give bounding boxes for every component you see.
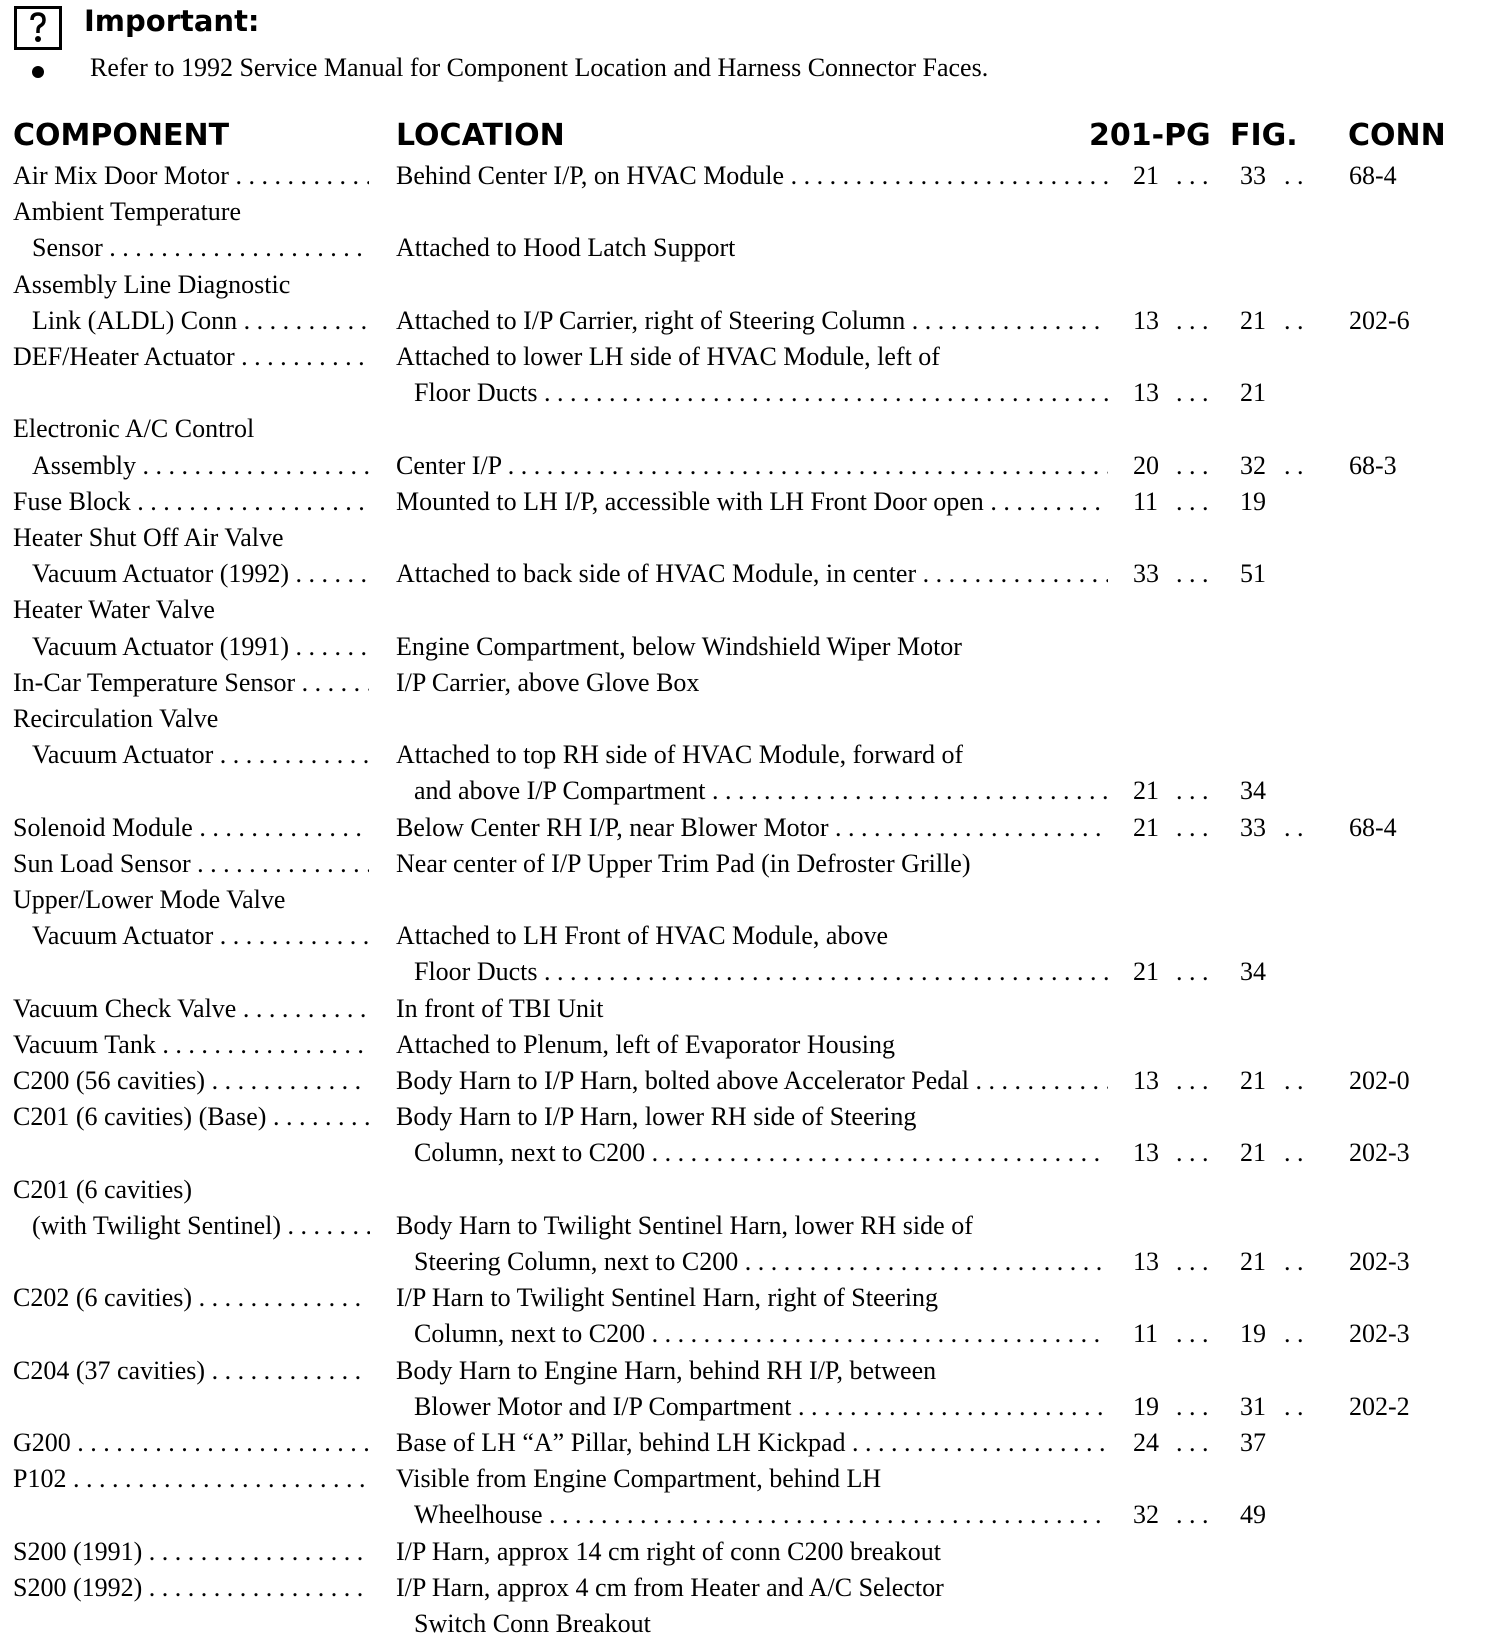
component-cell: DEF/Heater Actuator . . . <box>13 339 369 375</box>
table-row <box>0 991 1504 1027</box>
dot-leader: . . <box>1284 306 1304 335</box>
dot-leader: . . . <box>1176 1247 1209 1276</box>
table-row <box>0 1280 1504 1316</box>
page-cell: 21 <box>1133 957 1159 986</box>
table-row <box>0 1461 1504 1497</box>
table-row <box>0 737 1504 773</box>
table-row <box>0 1497 1504 1533</box>
location-cell: Mounted to LH I/P, accessible with LH Front Door open . . . <box>396 484 1108 520</box>
dot-leader: . . . <box>1176 957 1209 986</box>
component-cell: Recirculation Valve <box>13 704 219 733</box>
conn-cell: 202-3 <box>1349 1138 1410 1167</box>
table-row <box>0 1208 1504 1244</box>
page-cell: 13 <box>1133 1247 1159 1276</box>
component-cell: G200 . . . <box>13 1425 369 1461</box>
dot-leader: . . . <box>1176 813 1209 842</box>
location-cell: Body Harn to I/P Harn, lower RH side of Steering <box>396 1102 917 1131</box>
fig-cell: 34 <box>1240 776 1266 805</box>
component-cell: Vacuum Actuator . . . <box>32 918 370 954</box>
table-row <box>0 1244 1504 1280</box>
page-cell: 21 <box>1133 813 1159 842</box>
conn-cell: 68-4 <box>1349 813 1397 842</box>
table-row <box>0 918 1504 954</box>
location-cell: In front of TBI Unit <box>396 994 604 1023</box>
dot-leader: . . . <box>1176 1428 1209 1457</box>
table-row <box>0 1389 1504 1425</box>
location-cell: Steering Column, next to C200 . . . <box>414 1244 1108 1280</box>
dot-leader: . . <box>1284 1066 1304 1095</box>
table-row <box>0 375 1504 411</box>
component-cell: Vacuum Actuator (1991) . . . <box>32 629 370 665</box>
location-cell: Behind Center I/P, on HVAC Module . . . <box>396 158 1108 194</box>
component-cell: Heater Water Valve <box>13 595 215 624</box>
location-cell: Body Harn to I/P Harn, bolted above Accelerator Pedal . . . <box>396 1063 1108 1099</box>
location-cell: Near center of I/P Upper Trim Pad (in Defroster Grille) <box>396 849 971 878</box>
fig-cell: 19 <box>1240 1319 1266 1348</box>
table-row <box>0 1570 1504 1606</box>
table-row <box>0 1063 1504 1099</box>
conn-cell: 202-0 <box>1349 1066 1410 1095</box>
header-location: LOCATION <box>396 118 565 153</box>
location-cell: I/P Harn, approx 4 cm from Heater and A/C Selector <box>396 1573 944 1602</box>
fig-cell: 37 <box>1240 1428 1266 1457</box>
location-cell: Floor Ducts . . . <box>414 375 1108 411</box>
dot-leader: . . . <box>1176 161 1209 190</box>
page-cell: 19 <box>1133 1392 1159 1421</box>
fig-cell: 21 <box>1240 1247 1266 1276</box>
dot-leader: . . . <box>1176 1066 1209 1095</box>
location-cell: Attached to Plenum, left of Evaporator Housing <box>396 1030 895 1059</box>
table-row <box>0 701 1504 737</box>
header-component: COMPONENT <box>13 118 230 153</box>
page-cell: 21 <box>1133 776 1159 805</box>
component-cell: Sun Load Sensor . . . <box>13 846 369 882</box>
table-row <box>0 158 1504 194</box>
component-cell: Vacuum Actuator (1992) . . . <box>32 556 370 592</box>
component-cell: C200 (56 cavities) . . . <box>13 1063 369 1099</box>
location-cell: and above I/P Compartment . . . <box>414 773 1108 809</box>
component-cell: S200 (1992) . . . <box>13 1570 369 1606</box>
page-cell: 11 <box>1133 1319 1159 1348</box>
fig-cell: 49 <box>1240 1500 1266 1529</box>
table-row <box>0 194 1504 230</box>
table-row <box>0 448 1504 484</box>
fig-cell: 31 <box>1240 1392 1266 1421</box>
location-cell: Wheelhouse . . . <box>414 1497 1108 1533</box>
fig-cell: 34 <box>1240 957 1266 986</box>
fig-cell: 19 <box>1240 487 1266 516</box>
component-cell: Vacuum Check Valve . . . <box>13 991 369 1027</box>
dot-leader: . . <box>1284 813 1304 842</box>
table-row <box>0 1353 1504 1389</box>
conn-cell: 68-4 <box>1349 161 1397 190</box>
dot-leader: . . <box>1284 1392 1304 1421</box>
page-cell: 13 <box>1133 1066 1159 1095</box>
location-cell: Below Center RH I/P, near Blower Motor . . . <box>396 810 1108 846</box>
table-row <box>0 773 1504 809</box>
table-row <box>0 629 1504 665</box>
dot-leader: . . <box>1284 1138 1304 1167</box>
table-row <box>0 411 1504 447</box>
table-row <box>0 556 1504 592</box>
fig-cell: 33 <box>1240 161 1266 190</box>
table-row <box>0 1135 1504 1171</box>
fig-cell: 32 <box>1240 451 1266 480</box>
location-cell: Attached to Hood Latch Support <box>396 233 736 262</box>
location-cell: Attached to back side of HVAC Module, in center . . . <box>396 556 1108 592</box>
dot-leader: . . . <box>1176 487 1209 516</box>
component-cell: Vacuum Actuator . . . <box>32 737 370 773</box>
header-page: 201-PG <box>1089 118 1211 153</box>
table-row <box>0 1425 1504 1461</box>
fig-cell: 33 <box>1240 813 1266 842</box>
page-cell: 11 <box>1133 487 1159 516</box>
dot-leader: . . <box>1284 451 1304 480</box>
location-cell: I/P Carrier, above Glove Box <box>396 668 700 697</box>
location-cell: Attached to top RH side of HVAC Module, forward of <box>396 740 964 769</box>
table-row <box>0 1099 1504 1135</box>
table-row <box>0 1534 1504 1570</box>
important-title: Important: <box>84 4 260 38</box>
conn-cell: 202-2 <box>1349 1392 1410 1421</box>
component-cell: Solenoid Module . . . <box>13 810 369 846</box>
conn-cell: 68-3 <box>1349 451 1397 480</box>
table-row <box>0 1027 1504 1063</box>
component-cell: Electronic A/C Control <box>13 414 255 443</box>
dot-leader: . . <box>1284 1319 1304 1348</box>
component-cell: Vacuum Tank . . . <box>13 1027 369 1063</box>
component-cell: Link (ALDL) Conn . . . <box>32 303 370 339</box>
table-row <box>0 592 1504 628</box>
table-row <box>0 230 1504 266</box>
dot-leader: . . . <box>1176 559 1209 588</box>
page-cell: 13 <box>1133 378 1159 407</box>
page-cell: 13 <box>1133 1138 1159 1167</box>
conn-cell: 202-3 <box>1349 1319 1410 1348</box>
table-row <box>0 810 1504 846</box>
dot-leader: . . . <box>1176 451 1209 480</box>
fig-cell: 51 <box>1240 559 1266 588</box>
dot-leader: . . . <box>1176 306 1209 335</box>
header-fig: FIG. <box>1230 118 1298 153</box>
fig-cell: 21 <box>1240 306 1266 335</box>
location-cell: Floor Ducts . . . <box>414 954 1108 990</box>
location-cell: Body Harn to Engine Harn, behind RH I/P, between <box>396 1356 937 1385</box>
table-row <box>0 1606 1504 1642</box>
table-row <box>0 846 1504 882</box>
table-row <box>0 267 1504 303</box>
table-row <box>0 303 1504 339</box>
component-cell: C201 (6 cavities) <box>13 1175 193 1204</box>
dot-leader: . . . <box>1176 1138 1209 1167</box>
fig-cell: 21 <box>1240 378 1266 407</box>
location-cell: Attached to LH Front of HVAC Module, above <box>396 921 889 950</box>
page-cell: 13 <box>1133 306 1159 335</box>
conn-cell: 202-3 <box>1349 1247 1410 1276</box>
dot-leader: . . . <box>1176 776 1209 805</box>
location-cell: Column, next to C200 . . . <box>414 1316 1108 1352</box>
location-cell: Engine Compartment, below Windshield Wiper Motor <box>396 632 962 661</box>
location-cell: Attached to I/P Carrier, right of Steering Column . . . <box>396 303 1108 339</box>
table-row <box>0 484 1504 520</box>
component-cell: C204 (37 cavities) . . . <box>13 1353 369 1389</box>
table-row <box>0 954 1504 990</box>
component-cell: Ambient Temperature <box>13 197 242 226</box>
conn-cell: 202-6 <box>1349 306 1410 335</box>
table-row <box>0 1172 1504 1208</box>
location-cell: Column, next to C200 . . . <box>414 1135 1108 1171</box>
dot-leader: . . <box>1284 1247 1304 1276</box>
page-cell: 20 <box>1133 451 1159 480</box>
component-cell: Assembly . . . <box>32 448 370 484</box>
table-row <box>0 882 1504 918</box>
component-cell: Assembly Line Diagnostic <box>13 270 291 299</box>
table-row <box>0 520 1504 556</box>
component-cell: (with Twilight Sentinel) . . . <box>32 1208 370 1244</box>
component-cell: Upper/Lower Mode Valve <box>13 885 286 914</box>
fig-cell: 21 <box>1240 1138 1266 1167</box>
component-cell: C202 (6 cavities) . . . <box>13 1280 369 1316</box>
location-cell: Attached to lower LH side of HVAC Module, left of <box>396 342 940 371</box>
important-icon <box>14 6 62 50</box>
component-cell: In-Car Temperature Sensor . . . <box>13 665 369 701</box>
location-cell: I/P Harn to Twilight Sentinel Harn, right of Steering <box>396 1283 938 1312</box>
page-cell: 33 <box>1133 559 1159 588</box>
table-row <box>0 1316 1504 1352</box>
page-cell: 21 <box>1133 161 1159 190</box>
dot-leader: . . . <box>1176 378 1209 407</box>
fig-cell: 21 <box>1240 1066 1266 1095</box>
dot-leader: . . <box>1284 161 1304 190</box>
bullet-icon <box>32 66 44 78</box>
location-cell: Body Harn to Twilight Sentinel Harn, lower RH side of <box>396 1211 973 1240</box>
dot-leader: . . . <box>1176 1392 1209 1421</box>
component-cell: Heater Shut Off Air Valve <box>13 523 284 552</box>
location-cell: Visible from Engine Compartment, behind LH <box>396 1464 882 1493</box>
page-cell: 32 <box>1133 1500 1159 1529</box>
component-cell: Sensor . . . <box>32 230 370 266</box>
location-cell: I/P Harn, approx 14 cm right of conn C200 breakout <box>396 1537 941 1566</box>
dot-leader: . . . <box>1176 1319 1209 1348</box>
component-cell: S200 (1991) . . . <box>13 1534 369 1570</box>
component-cell: Fuse Block . . . <box>13 484 369 520</box>
dot-leader: . . . <box>1176 1500 1209 1529</box>
table-row <box>0 665 1504 701</box>
component-cell: C201 (6 cavities) (Base) . . . <box>13 1099 369 1135</box>
page-cell: 24 <box>1133 1428 1159 1457</box>
location-cell: Blower Motor and I/P Compartment . . . <box>414 1389 1108 1425</box>
important-note: Refer to 1992 Service Manual for Component Location and Harness Connector Faces. <box>90 53 989 82</box>
location-cell: Base of LH “A” Pillar, behind LH Kickpad . . . <box>396 1425 1108 1461</box>
location-cell: Switch Conn Breakout <box>414 1609 651 1638</box>
location-cell: Center I/P . . . <box>396 448 1108 484</box>
component-cell: Air Mix Door Motor . . . <box>13 158 369 194</box>
header-conn: CONN <box>1348 118 1446 153</box>
component-cell: P102 . . . <box>13 1461 369 1497</box>
table-row <box>0 339 1504 375</box>
